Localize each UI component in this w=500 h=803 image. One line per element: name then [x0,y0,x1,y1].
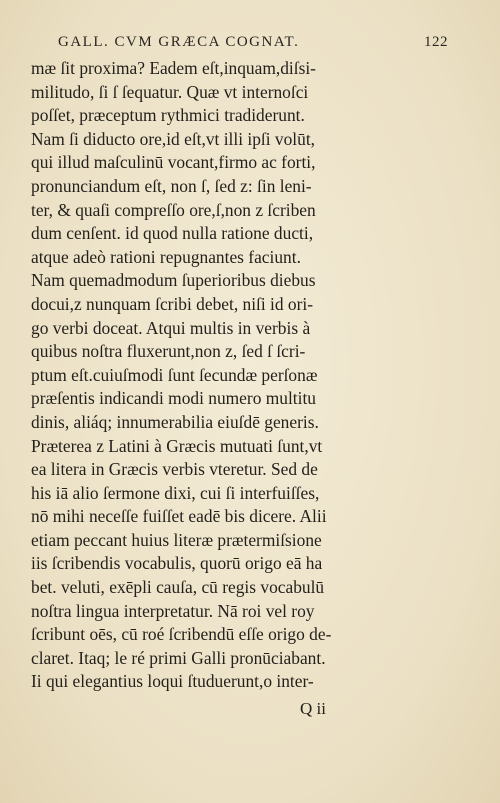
text-line: nō mihi neceſſe fuiſſet eadē bis dicere. Alii [31,506,327,527]
page-header [58,34,448,56]
text-line: ea litera in Græcis verbis vteretur. Sed de [31,459,318,480]
text-line: iis ſcribendis vocabulis, quorū origo eā ha [31,553,323,574]
text-line: ter, & quaſi compreſſo ore,ſ,non z ſcriben [31,199,316,220]
text-line: go verbi doceat. Atqui multis in verbis à [31,317,311,338]
body-text [31,57,411,694]
text-line: quibus noſtra fluxerunt,non z, ſed ſ ſcri- [31,341,306,362]
text-line: Præterea z Latini à Græcis mutuati ſunt,vt [31,435,323,456]
text-line: militudo, ſi ſ ſequatur. Quæ vt internoſci [31,81,309,102]
text-line: Nam ſi diducto ore,id eſt,vt illi ipſi volūt, [31,128,316,149]
text-line: atque adeò rationi repugnantes faciunt. [31,246,301,267]
text-line: qui illud maſculinū vocant,firmo ac forti, [31,152,316,173]
text-line: docui,z nunquam ſcribi debet, niſi id ori- [31,293,314,314]
text-line: poſſet, præceptum rythmici tradiderunt. [31,105,305,126]
text-line: noſtra lingua interpretatur. Nā roi vel roy [31,600,315,621]
text-line: his iā alio ſermone dixi, cui ſi interfuiſſes, [31,482,320,503]
text-line: ſcribunt oēs, cū roé ſcribendū eſſe origo de- [31,624,332,645]
text-line: etiam peccant huius literæ prætermiſsione [31,529,322,550]
text-line: dum cenſent. id quod nulla ratione ducti, [31,223,314,244]
page-number: 122 [424,34,448,50]
signature-mark: Q ii [300,699,326,718]
text-line: mæ ſit proxima? Eadem eſt,inquam,diſsi- [31,58,316,78]
text-line: bet. veluti, exēpli cauſa, cū regis vocabulū [31,577,325,598]
text-line: claret. Itaq; le ré primi Galli pronūciabant. [31,647,326,668]
text-line: Nam quemadmodum ſuperioribus diebus [31,270,316,291]
running-head: GALL. CVM GRÆCA COGNAT. [58,34,300,50]
text-line: præſentis indicandi modi numero multitu [31,388,316,409]
text-line: pronunciandum eſt, non ſ, ſed z: ſin leni- [31,175,312,196]
text-line: Ii qui elegantius loqui ſtuduerunt,o inter- [31,671,314,692]
text-line: dinis, aliáq; innumerabilia eiuſdē generis. [31,411,319,432]
text-line: ptum eſt.cuiuſmodi ſunt ſecundæ perſonæ [31,364,318,385]
